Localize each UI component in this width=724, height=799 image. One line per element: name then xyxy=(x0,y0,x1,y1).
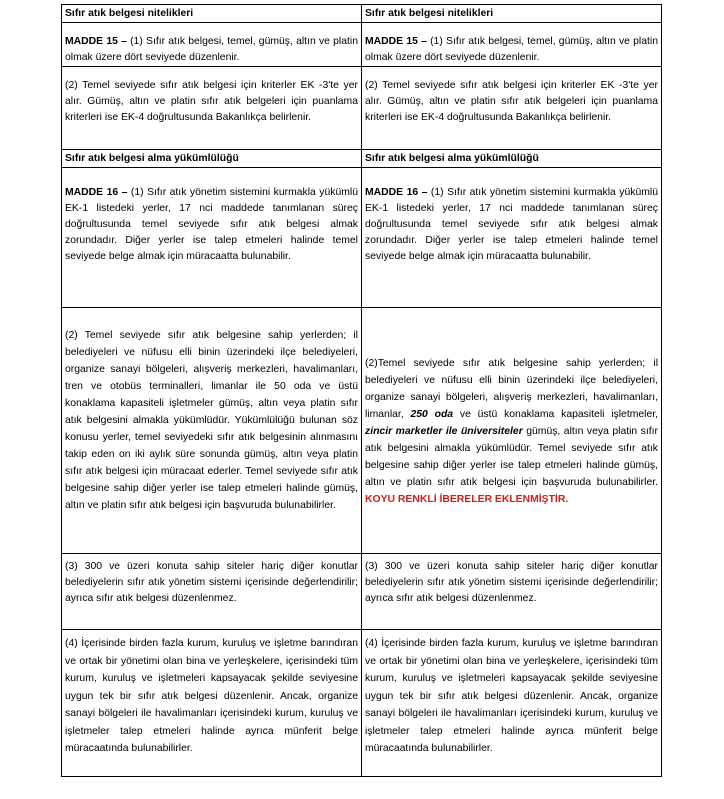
left-cell xyxy=(62,308,362,554)
comparison-table xyxy=(61,4,662,777)
paragraph: (3) 300 ve üzeri konuta sahip siteler hariç diğer konutlar belediyelerin sıfır atık yönetim sistemi içerisinde değerlendirilir; ayrıca sıfır atık belgesi düzenlenmez. xyxy=(365,561,658,604)
paragraph: (4) İçerisinde birden fazla kurum, kuruluş ve işletme barındıran ve ortak bir yönetimi olan bina ve yerleşkelere, içerisindeki tüm kurum, kuruluş ve işletmeleri kapsayacak şekilde seviyesine uygun tek bir sıfır atık belgesi düzenlenir. Ancak, organize sanayi bölgeleri ile havalimanları içerisindeki kurum, kuruluş ve işletmeler talep etmeleri halinde ayrıca münferit belge müracaatında bulunabilirler. xyxy=(365,638,658,754)
table-row xyxy=(62,67,662,150)
text-run: ve üstü konaklama kapasiteli işletmeler, xyxy=(453,408,659,420)
paragraph: (3) 300 ve üzeri konuta sahip siteler hariç diğer konutlar belediyelerin sıfır atık yönetim sistemi içerisinde değerlendirilir; ayrıca sıfır atık belgesi düzenlenmez. xyxy=(65,561,358,604)
paragraph: (2) Temel seviyede sıfır atık belgesi için kriterler EK -3'te yer alır. Gümüş, altın ve platin sıfır atık belgeleri için puanlama kriterleri ise EK-4 doğrultusunda Bakanlıkça belirlenir. xyxy=(65,80,358,123)
table-row xyxy=(62,630,662,777)
text-run: gümüş, altın veya platin sıfır atık belgesini almakla yükümlüdür. Temel seviyede sıfır atık belgesine sahip diğer yerler ise talep etmeleri halinde gümüş, altın ve platin sıfır atık belgesi için başvuruda bulunabilirler. xyxy=(365,425,659,488)
right-cell xyxy=(362,554,662,630)
left-cell xyxy=(62,67,362,150)
revision-note: KOYU RENKLİ İBERELER EKLENMİŞTİR. xyxy=(365,493,569,505)
heading-text: Sıfır atık belgesi alma yükümlülüğü xyxy=(365,153,539,164)
left-cell xyxy=(62,554,362,630)
heading-text: Sıfır atık belgesi alma yükümlülüğü xyxy=(65,153,239,164)
left-cell xyxy=(62,168,362,308)
article-number: MADDE 15 – xyxy=(365,36,427,47)
table-row xyxy=(62,23,662,67)
right-cell xyxy=(362,168,662,308)
right-cell xyxy=(362,67,662,150)
left-cell xyxy=(62,23,362,67)
paragraph xyxy=(365,355,658,508)
added-phrase: zincir marketler ile üniversiteler xyxy=(365,425,523,437)
text-run: (2)Temel seviyede sıfır atık belgesine sahip yerlerden; il belediyeleri ve nüfusu elli binin üzerindeki ilçe belediyeleri, organize sanayi bölgeleri, alışveriş merkezleri, havalimanları, limanlar, xyxy=(365,357,658,420)
table-row xyxy=(62,554,662,630)
article-number: MADDE 16 – xyxy=(65,187,128,198)
article-number: MADDE 15 – xyxy=(65,36,127,47)
paragraph: (4) İçerisinde birden fazla kurum, kuruluş ve işletme barındıran ve ortak bir yönetimi olan bina ve yerleşkelere, içerisindeki tüm kurum, kuruluş ve işletmeleri kapsayacak şekilde seviyesine uygun tek bir sıfır atık belgesi düzenlenir. Ancak, organize sanayi bölgeleri ile havalimanları içerisindeki kurum, kuruluş ve işletmeler talep etmeleri halinde ayrıca münferit belge müracaatında bulunabilirler. xyxy=(65,638,358,754)
paragraph: (2) Temel seviyede sıfır atık belgesine sahip yerlerden; il belediyeleri ve nüfusu elli binin üzerindeki ilçe belediyeleri, organize sanayi bölgeleri, alışveriş merkezleri, havalimanları, tren ve otobüs terminalleri, limanlar ile 50 oda ve üstü konaklama kapasiteli işletmeler gümüş, altın veya platin sıfır atık belgesini almakla yükümlüdür. Yükümlülüğü bulunan söz konusu yerler, temel seviyedeki sıfır atık belgesinin alınmasını takip eden on iki aylık süre sonunda gümüş, altın veya platin sıfır atık belgesi için müracaat ederler. Temel seviyede sıfır atık belgesine sahip diğer yerler ise talep etmeleri halinde gümüş, altın ve platin sıfır atık belgesi için başvuruda bulunabilirler. xyxy=(65,330,358,511)
table-row xyxy=(62,168,662,308)
right-cell xyxy=(362,630,662,777)
article-text: (1) Sıfır atık belgesi, temel, gümüş, altın ve platin olmak üzere dört seviyede düzenlenir. xyxy=(365,36,658,63)
right-heading xyxy=(362,150,662,168)
added-phrase: 250 oda xyxy=(410,408,454,420)
left-cell xyxy=(62,630,362,777)
article-text: (1) Sıfır atık yönetim sistemini kurmakla yükümlü EK-1 listedeki yerler, 17 nci maddede tanımlanan süreç doğrultusunda temel seviyede sıfır atık belgesi almak zorundadır. Diğer yerler ise talep etmeleri halinde temel seviyede belge almak için müracaatta bulunabilir. xyxy=(365,187,658,262)
table-row xyxy=(62,150,662,168)
article-text: (1) Sıfır atık yönetim sistemini kurmakla yükümlü EK-1 listedeki yerler, 17 nci maddede tanımlanan süreç doğrultusunda temel seviyede sıfır atık belgesi almak zorundadır. Diğer yerler ise talep etmeleri halinde temel seviyede belge almak için müracaatta bulunabilir. xyxy=(65,187,358,262)
article-number: MADDE 16 – xyxy=(365,187,428,198)
table-row xyxy=(62,5,662,23)
table-row xyxy=(62,308,662,554)
right-heading xyxy=(362,5,662,23)
paragraph: (2) Temel seviyede sıfır atık belgesi için kriterler EK -3'te yer alır. Gümüş, altın ve platin sıfır atık belgeleri için puanlama kriterleri ise EK-4 doğrultusunda Bakanlıkça belirlenir. xyxy=(365,80,658,123)
article-text: (1) Sıfır atık belgesi, temel, gümüş, altın ve platin olmak üzere dört seviyede düzenlenir. xyxy=(65,36,358,63)
heading-text: Sıfır atık belgesi nitelikleri xyxy=(65,8,194,19)
right-cell xyxy=(362,308,662,554)
heading-text: Sıfır atık belgesi nitelikleri xyxy=(365,8,494,19)
left-heading xyxy=(62,5,362,23)
left-heading xyxy=(62,150,362,168)
right-cell xyxy=(362,23,662,67)
